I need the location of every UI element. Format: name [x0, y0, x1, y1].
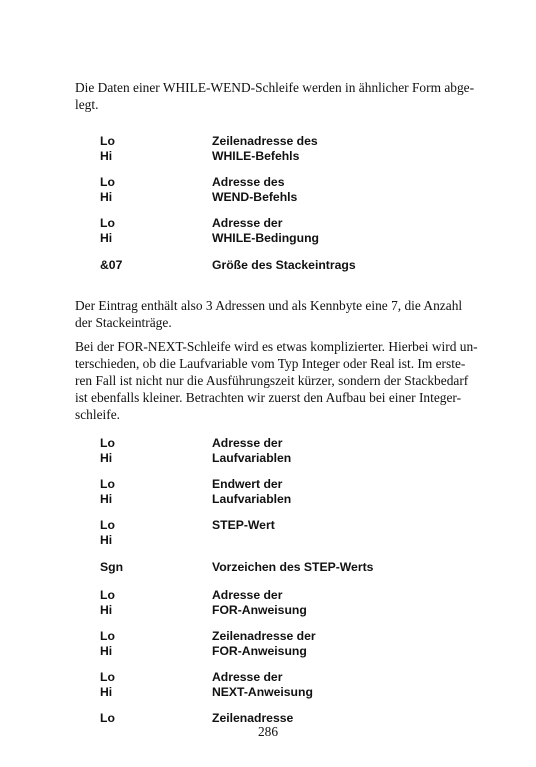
entry-value: Adresse der — [212, 216, 283, 230]
entry-value: WEND-Befehls — [212, 190, 298, 204]
para3-line-1: Bei der FOR-NEXT-Schleife wird es etwas komplizierter. Hierbei wird un- — [75, 339, 478, 354]
entry-key: Lo — [100, 216, 115, 230]
entry-value: Adresse der — [212, 588, 283, 602]
entry-key: Lo — [100, 629, 115, 643]
entry-value: Adresse der — [212, 436, 283, 450]
entry-value: Adresse der — [212, 670, 283, 684]
entry-key: Hi — [100, 533, 113, 547]
entry-value: Zeilenadresse des — [212, 134, 318, 148]
entry-value: NEXT-Anweisung — [212, 685, 313, 699]
entry-key: Lo — [100, 175, 115, 189]
intro-line-2: legt. — [75, 97, 99, 112]
entry-key: Hi — [100, 603, 113, 617]
paragraph-3 — [75, 338, 495, 423]
entry-key: Lo — [100, 711, 115, 725]
para2-line-2: der Stackeinträge. — [75, 315, 172, 330]
paragraph-2 — [75, 297, 495, 331]
entry-value: Endwert der — [212, 477, 283, 491]
entry-key: Hi — [100, 451, 113, 465]
entry-value: FOR-Anweisung — [212, 644, 307, 658]
entry-value: STEP-Wert — [212, 518, 275, 532]
entry-value: Laufvariablen — [212, 492, 292, 506]
entry-key: Sgn — [100, 560, 124, 574]
entry-key: Hi — [100, 644, 113, 658]
entry-key: Hi — [100, 685, 113, 699]
entry-value: FOR-Anweisung — [212, 603, 307, 617]
entry-value: Zeilenadresse der — [212, 629, 316, 643]
entry-key: Lo — [100, 134, 115, 148]
entry-key: Lo — [100, 436, 115, 450]
entry-value: WHILE-Bedingung — [212, 231, 319, 245]
intro-paragraph — [75, 79, 495, 113]
para3-line-3: ren Fall ist nicht nur die Ausführungszeit kürzer, sondern der Stackbedarf — [75, 373, 469, 388]
entry-value: Laufvariablen — [212, 451, 292, 465]
entry-key: Lo — [100, 518, 115, 532]
entry-key: Hi — [100, 149, 113, 163]
entry-value: WHILE-Befehls — [212, 149, 300, 163]
entry-key: Hi — [100, 231, 113, 245]
entry-key: &07 — [100, 258, 123, 272]
page-number: 286 — [257, 724, 279, 739]
entry-value: Vorzeichen des STEP-Werts — [212, 560, 374, 574]
entry-value: Zeilenadresse — [212, 711, 294, 725]
para3-line-2: terschieden, ob die Laufvariable vom Typ Integer oder Real ist. Im erste- — [75, 356, 466, 371]
para2-line-1: Der Eintrag enthält also 3 Adressen und als Kennbyte eine 7, die Anzahl — [75, 298, 463, 313]
intro-line-1: Die Daten einer WHILE-WEND-Schleife werden in ähnlicher Form abge- — [75, 80, 475, 95]
para3-line-4: ist ebenfalls kleiner. Betrachten wir zuerst den Aufbau bei einer Integer- — [75, 390, 462, 405]
entry-key: Lo — [100, 670, 115, 684]
para3-line-5: schleife. — [75, 407, 120, 422]
entry-value: Größe des Stackeintrags — [212, 258, 356, 272]
entry-key: Hi — [100, 492, 113, 506]
entry-value: Adresse des — [212, 175, 285, 189]
entry-key: Lo — [100, 588, 115, 602]
entry-key: Hi — [100, 190, 113, 204]
entry-key: Lo — [100, 477, 115, 491]
